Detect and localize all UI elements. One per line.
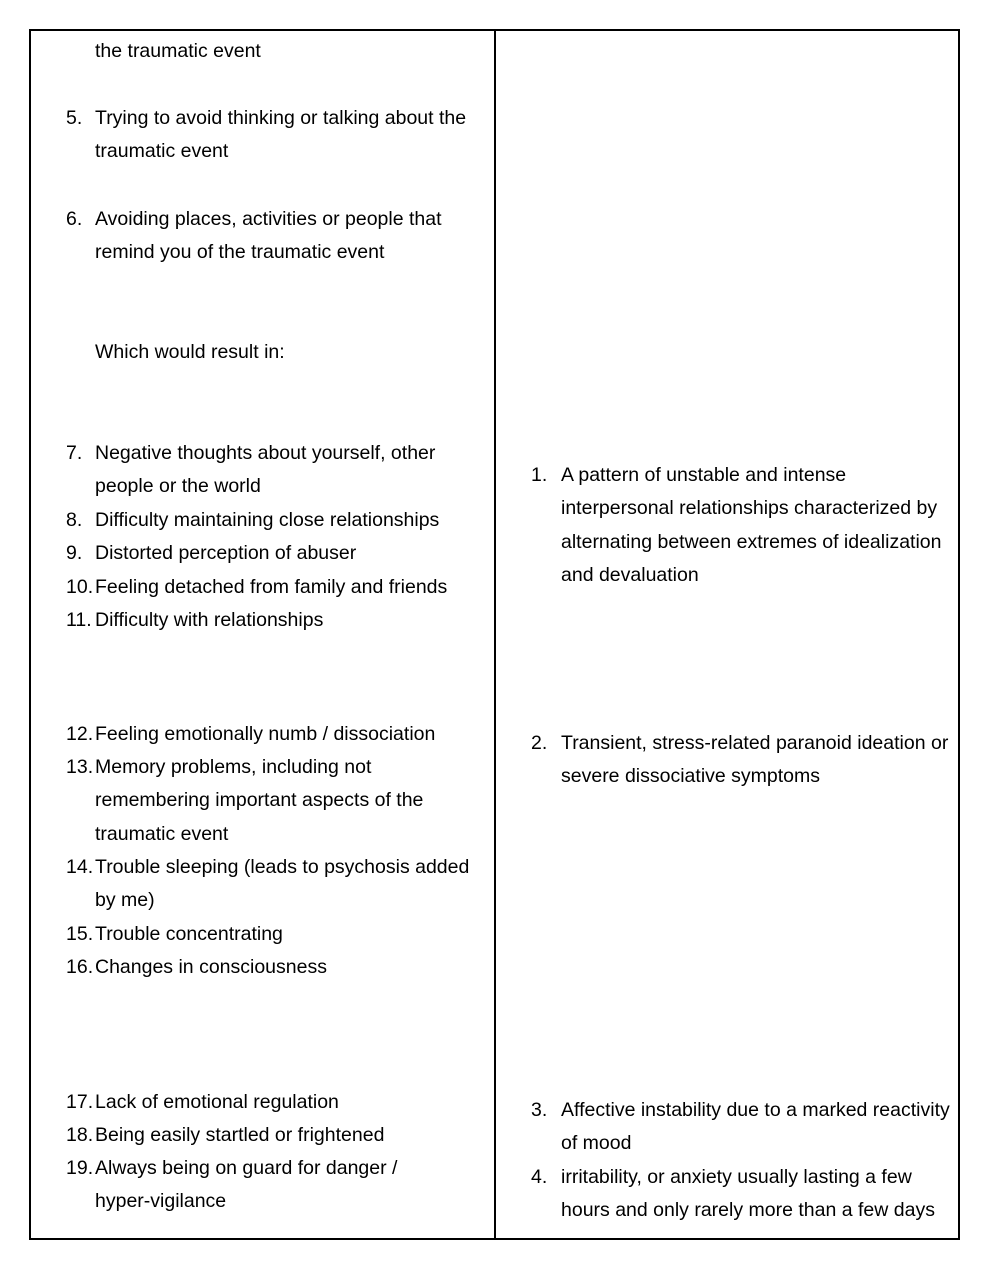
list-item-line: Feeling detached from family and friends	[95, 576, 448, 598]
list-number: 18.	[66, 1124, 94, 1146]
list-item-line: A pattern of unstable and intense	[561, 464, 847, 486]
list-item-line: Feeling emotionally numb / dissociation	[95, 723, 436, 745]
list-item-line: severe dissociative symptoms	[561, 765, 821, 788]
list-item-line: alternating between extremes of idealization	[561, 530, 942, 553]
list-number: 2.	[531, 732, 548, 754]
list-number: 7.	[66, 442, 83, 464]
list-item-line: hyper-vigilance	[95, 1190, 227, 1213]
column-divider	[494, 29, 496, 1240]
list-item-line: Negative thoughts about yourself, other	[95, 442, 436, 464]
list-item-line: Distorted perception of abuser	[95, 542, 357, 564]
continued-text: the traumatic event	[95, 40, 261, 62]
list-number: 17.	[66, 1091, 94, 1113]
list-number: 3.	[531, 1099, 548, 1121]
list-number: 8.	[66, 509, 83, 531]
list-item-line: traumatic event	[95, 140, 229, 163]
list-item-line: Always being on guard for danger /	[95, 1157, 398, 1179]
list-item-line: of mood	[561, 1132, 632, 1155]
list-item-line: Being easily startled or frightened	[95, 1124, 385, 1146]
list-item-line: people or the world	[95, 475, 261, 498]
list-number: 4.	[531, 1166, 548, 1188]
list-item-line: remembering important aspects of the	[95, 789, 424, 812]
list-number: 6.	[66, 208, 83, 230]
list-item-line: Lack of emotional regulation	[95, 1091, 339, 1113]
list-item-line: Transient, stress-related paranoid ideation or	[561, 732, 949, 754]
list-item-line: Trying to avoid thinking or talking about the	[95, 107, 467, 129]
list-item-line: Memory problems, including not	[95, 756, 372, 778]
list-item-line: Difficulty with relationships	[95, 609, 324, 631]
list-item-line: interpersonal relationships characterized by	[561, 497, 938, 520]
list-item-line: Avoiding places, activities or people that	[95, 208, 442, 230]
list-number: 11.	[66, 609, 92, 631]
list-item-line: by me)	[95, 889, 155, 912]
list-item-line: remind you of the traumatic event	[95, 241, 385, 264]
list-number: 19.	[66, 1157, 94, 1179]
list-number: 9.	[66, 542, 83, 564]
list-item-line: Trouble sleeping (leads to psychosis added	[95, 856, 470, 878]
list-item-line: Difficulty maintaining close relationships	[95, 509, 440, 531]
list-number: 12.	[66, 723, 94, 745]
list-number: 5.	[66, 107, 83, 129]
list-item-line: Trouble concentrating	[95, 923, 283, 945]
result-heading: Which would result in:	[95, 341, 285, 363]
list-number: 15.	[66, 923, 94, 945]
list-item-line: hours and only rarely more than a few days	[561, 1199, 935, 1222]
list-number: 16.	[66, 956, 94, 978]
list-number: 1.	[531, 464, 548, 486]
list-item-line: and devaluation	[561, 564, 699, 587]
list-number: 14.	[66, 856, 94, 878]
list-item-line: Affective instability due to a marked reactivity	[561, 1099, 950, 1121]
list-item-line: traumatic event	[95, 822, 229, 845]
list-number: 10.	[66, 576, 94, 598]
list-item-line: irritability, or anxiety usually lasting a few	[561, 1166, 912, 1188]
list-item-line: Changes in consciousness	[95, 956, 327, 978]
list-number: 13.	[66, 756, 94, 778]
